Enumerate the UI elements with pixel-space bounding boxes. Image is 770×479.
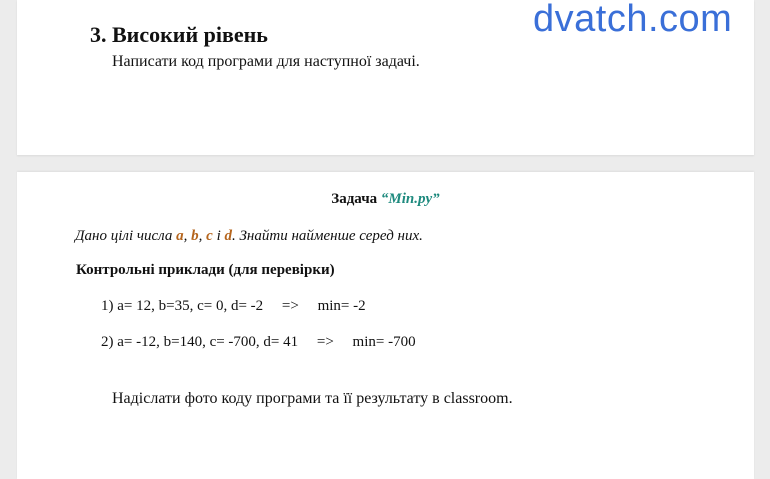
page-task xyxy=(17,172,754,479)
statement-sep: , xyxy=(183,228,192,244)
watermark-logo: dvatch.com xyxy=(533,0,733,40)
statement-sep: , xyxy=(198,228,207,244)
section-title: 3. Високий рівень xyxy=(90,22,268,47)
example-2: 2) a= -12, b=140, c= -700, d= 41 => min= -700 xyxy=(101,334,416,350)
submission-note: Надіслати фото коду програми та її результату в classroom. xyxy=(112,390,513,407)
var-b: b xyxy=(191,228,199,244)
var-d: d xyxy=(224,228,232,244)
task-heading-label: Задача xyxy=(331,191,378,207)
statement-suffix: . Знайти найменше серед них. xyxy=(232,228,423,244)
statement-conj: і xyxy=(212,228,225,244)
examples-heading: Контрольні приклади (для перевірки) xyxy=(76,262,335,278)
var-a: a xyxy=(176,228,184,244)
section-description: Написати код програми для наступної задачі. xyxy=(112,53,420,70)
task-heading xyxy=(17,191,754,208)
statement-prefix: Дано цілі числа xyxy=(75,228,177,244)
task-file-name: “Min.py” xyxy=(380,191,440,207)
example-1: 1) a= 12, b=35, c= 0, d= -2 => min= -2 xyxy=(101,298,366,314)
task-statement xyxy=(75,228,423,245)
var-c: c xyxy=(206,228,213,244)
